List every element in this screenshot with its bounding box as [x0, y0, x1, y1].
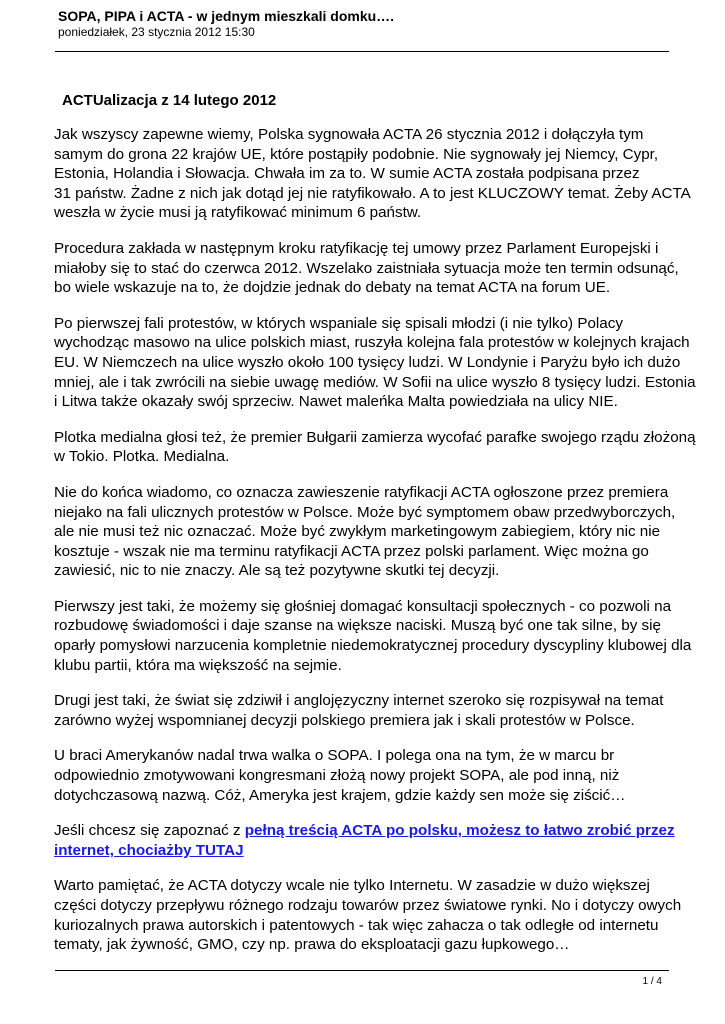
paragraph-line: Procedura zakłada w następnym kroku ratyfikację tej umowy przez Parlament Europejski i	[54, 239, 659, 257]
paragraph-line: Po pierwszej fali protestów, w których wspaniale się spisali młodzi (i nie tylko) Polacy	[54, 314, 623, 332]
page-header	[58, 8, 394, 40]
paragraph-line: Plotka medialna głosi też, że premier Bułgarii zamierza wycofać parafke swojego rządu złożoną	[54, 428, 696, 446]
paragraph-6	[54, 597, 692, 675]
paragraph-line: weszła w życie musi ją ratyfikować minimum 6 państw.	[54, 204, 422, 222]
link-paragraph	[54, 821, 674, 860]
paragraph-line: Nie do końca wiadomo, co oznacza zawieszenie ratyfikacji ACTA ogłoszone przez premiera	[54, 483, 669, 501]
paragraph-line: ale nie musi też nic oznaczać. Może być zwykłym marketingowym zabiegiem, który nic nie	[54, 523, 661, 541]
paragraph-line: EU. W Niemczech na ulice wyszło około 100 tysięcy ludzi. W Londynie i Paryżu było ich dużo	[54, 353, 681, 371]
article-title: SOPA, PIPA i ACTA - w jednym mieszkali domku….	[58, 8, 395, 24]
paragraph-line: części dotyczy przepływu różnego rodzaju towarów przez światowe rynki. No i dotyczy owych	[54, 897, 682, 914]
paragraph-line: Drugi jest taki, że świat się zdziwił i anglojęzyczny internet szeroko się rozpisywał na temat	[54, 692, 664, 710]
paragraph-line: U braci Amerykanów nadal trwa walka o SOPA. I polega ona na tym, że w marcu br	[54, 747, 615, 765]
paragraph-7	[54, 691, 674, 730]
paragraph-final	[54, 876, 682, 954]
paragraph-line: oparły pomysłowi narzucenia kompletnie niedemokratycznej procedury dyscypliny klubowej dla	[54, 637, 692, 655]
paragraph-line: kuriozalnych prawa autorskich i patentowych - tak więc zahacza o tak odległe od internetu	[54, 916, 659, 934]
paragraph-2	[54, 239, 679, 298]
acta-text-link[interactable]: pełną treścią ACTA po polsku, możesz to łatwo zrobić przez	[244, 822, 675, 840]
page-number: 1 / 4	[642, 976, 662, 987]
paragraph-line: rozbudowę świadomości i daje szanse na większe naciski. Muszą być one tak silne, by się	[54, 617, 661, 635]
paragraph-line: miałoby się to stać do czerwca 2012. Wszelako zaistniała sytuacja może ten termin odsunąć,	[54, 259, 679, 277]
paragraph-line: bo wiele wskazuje na to, że dojdzie jednak do debaty na temat ACTA na forum UE.	[54, 279, 611, 297]
paragraph-line: i Litwa także okazały swój sprzeciw. Nawet maleńka Malta powiedziała na ulicy NIE.	[54, 393, 618, 411]
paragraph-line: mniej, ale i tak zwrócili na siebie uwagę mediów. W Sofii na ulice wyszło 8 tysięcy ludzi. Estonia	[54, 373, 696, 391]
link-prefix: Jeśli chcesz się zapoznać z	[54, 822, 245, 840]
paragraph-line: Warto pamiętać, że ACTA dotyczy wcale nie tylko Internetu. W zasadzie w dużo większej	[54, 877, 650, 895]
paragraph-5	[54, 483, 674, 581]
paragraph-line: samym do grona 22 krajów UE, które postąpiły podobnie. Nie sygnowały jej Niemcy, Cypr,	[54, 145, 659, 163]
paragraph-3	[54, 314, 696, 412]
footer-divider	[55, 970, 669, 971]
acta-text-link-continued[interactable]: internet, chociażby TUTAJ	[54, 841, 244, 859]
paragraph-line: Pierwszy jest taki, że możemy się głośniej domagać konsultacji społecznych - co pozwoli na	[54, 597, 672, 615]
paragraph-line: odpowiednio zmotywowani kongresmani złożą nowy projekt SOPA, ale pod inną, niż	[54, 767, 620, 785]
paragraph-line: zarówno wyżej wspomnianej decyzji polskiego premiera jak i skali protestów w Polsce.	[54, 711, 635, 729]
paragraph-4	[54, 428, 696, 467]
paragraph-line: zawiesić, nic to nie znaczy. Ale są też pozytywne skutki tej decyzji.	[54, 562, 500, 580]
paragraph-line: niejako na fali ulicznych protestów w Polsce. Może być symptomem obaw przedwyborczych,	[54, 503, 676, 521]
paragraph-line: klubu partii, która ma większość na sejmie.	[54, 656, 342, 674]
paragraph-line: wychodząc masowo na ulice polskich miast, ruszyła kolejna fala protestów w kolejnych krajach	[54, 334, 690, 352]
paragraph-line: tematy, jak żywność, GMO, czy np. prawa do eksploatacji gazu łupkowego…	[54, 936, 570, 954]
article-date: poniedziałek, 23 stycznia 2012 15:30	[58, 25, 255, 39]
paragraph-line: kosztuje - wszak nie ma terminu ratyfikacji ACTA przez polski parlament. Więc można go	[54, 542, 649, 560]
header-divider	[55, 51, 669, 52]
paragraph-line: dotychczasową nazwą. Cóż, Ameryka jest krajem, gdzie każdy sen może się ziścić…	[54, 786, 626, 804]
paragraph-line: w Tokio. Plotka. Medialna.	[54, 448, 230, 466]
paragraph-8	[54, 746, 674, 805]
paragraph-line: Estonia, Holandia i Słowacja. Chwała im za to. W sumie ACTA została podpisana przez	[54, 165, 640, 183]
article-body	[54, 92, 696, 971]
paragraph-line: 31 państw. Żadne z nich jak dotąd jej nie ratyfikowało. A to jest KLUCZOWY temat. Żeby ACTA	[54, 184, 691, 202]
paragraphs-container	[54, 125, 696, 805]
update-heading: ACTUalizacja z 14 lutego 2012	[62, 92, 277, 109]
paragraph-line: Jak wszyscy zapewne wiemy, Polska sygnowała ACTA 26 stycznia 2012 i dołączyła tym	[54, 126, 644, 143]
paragraph-1	[54, 125, 691, 223]
